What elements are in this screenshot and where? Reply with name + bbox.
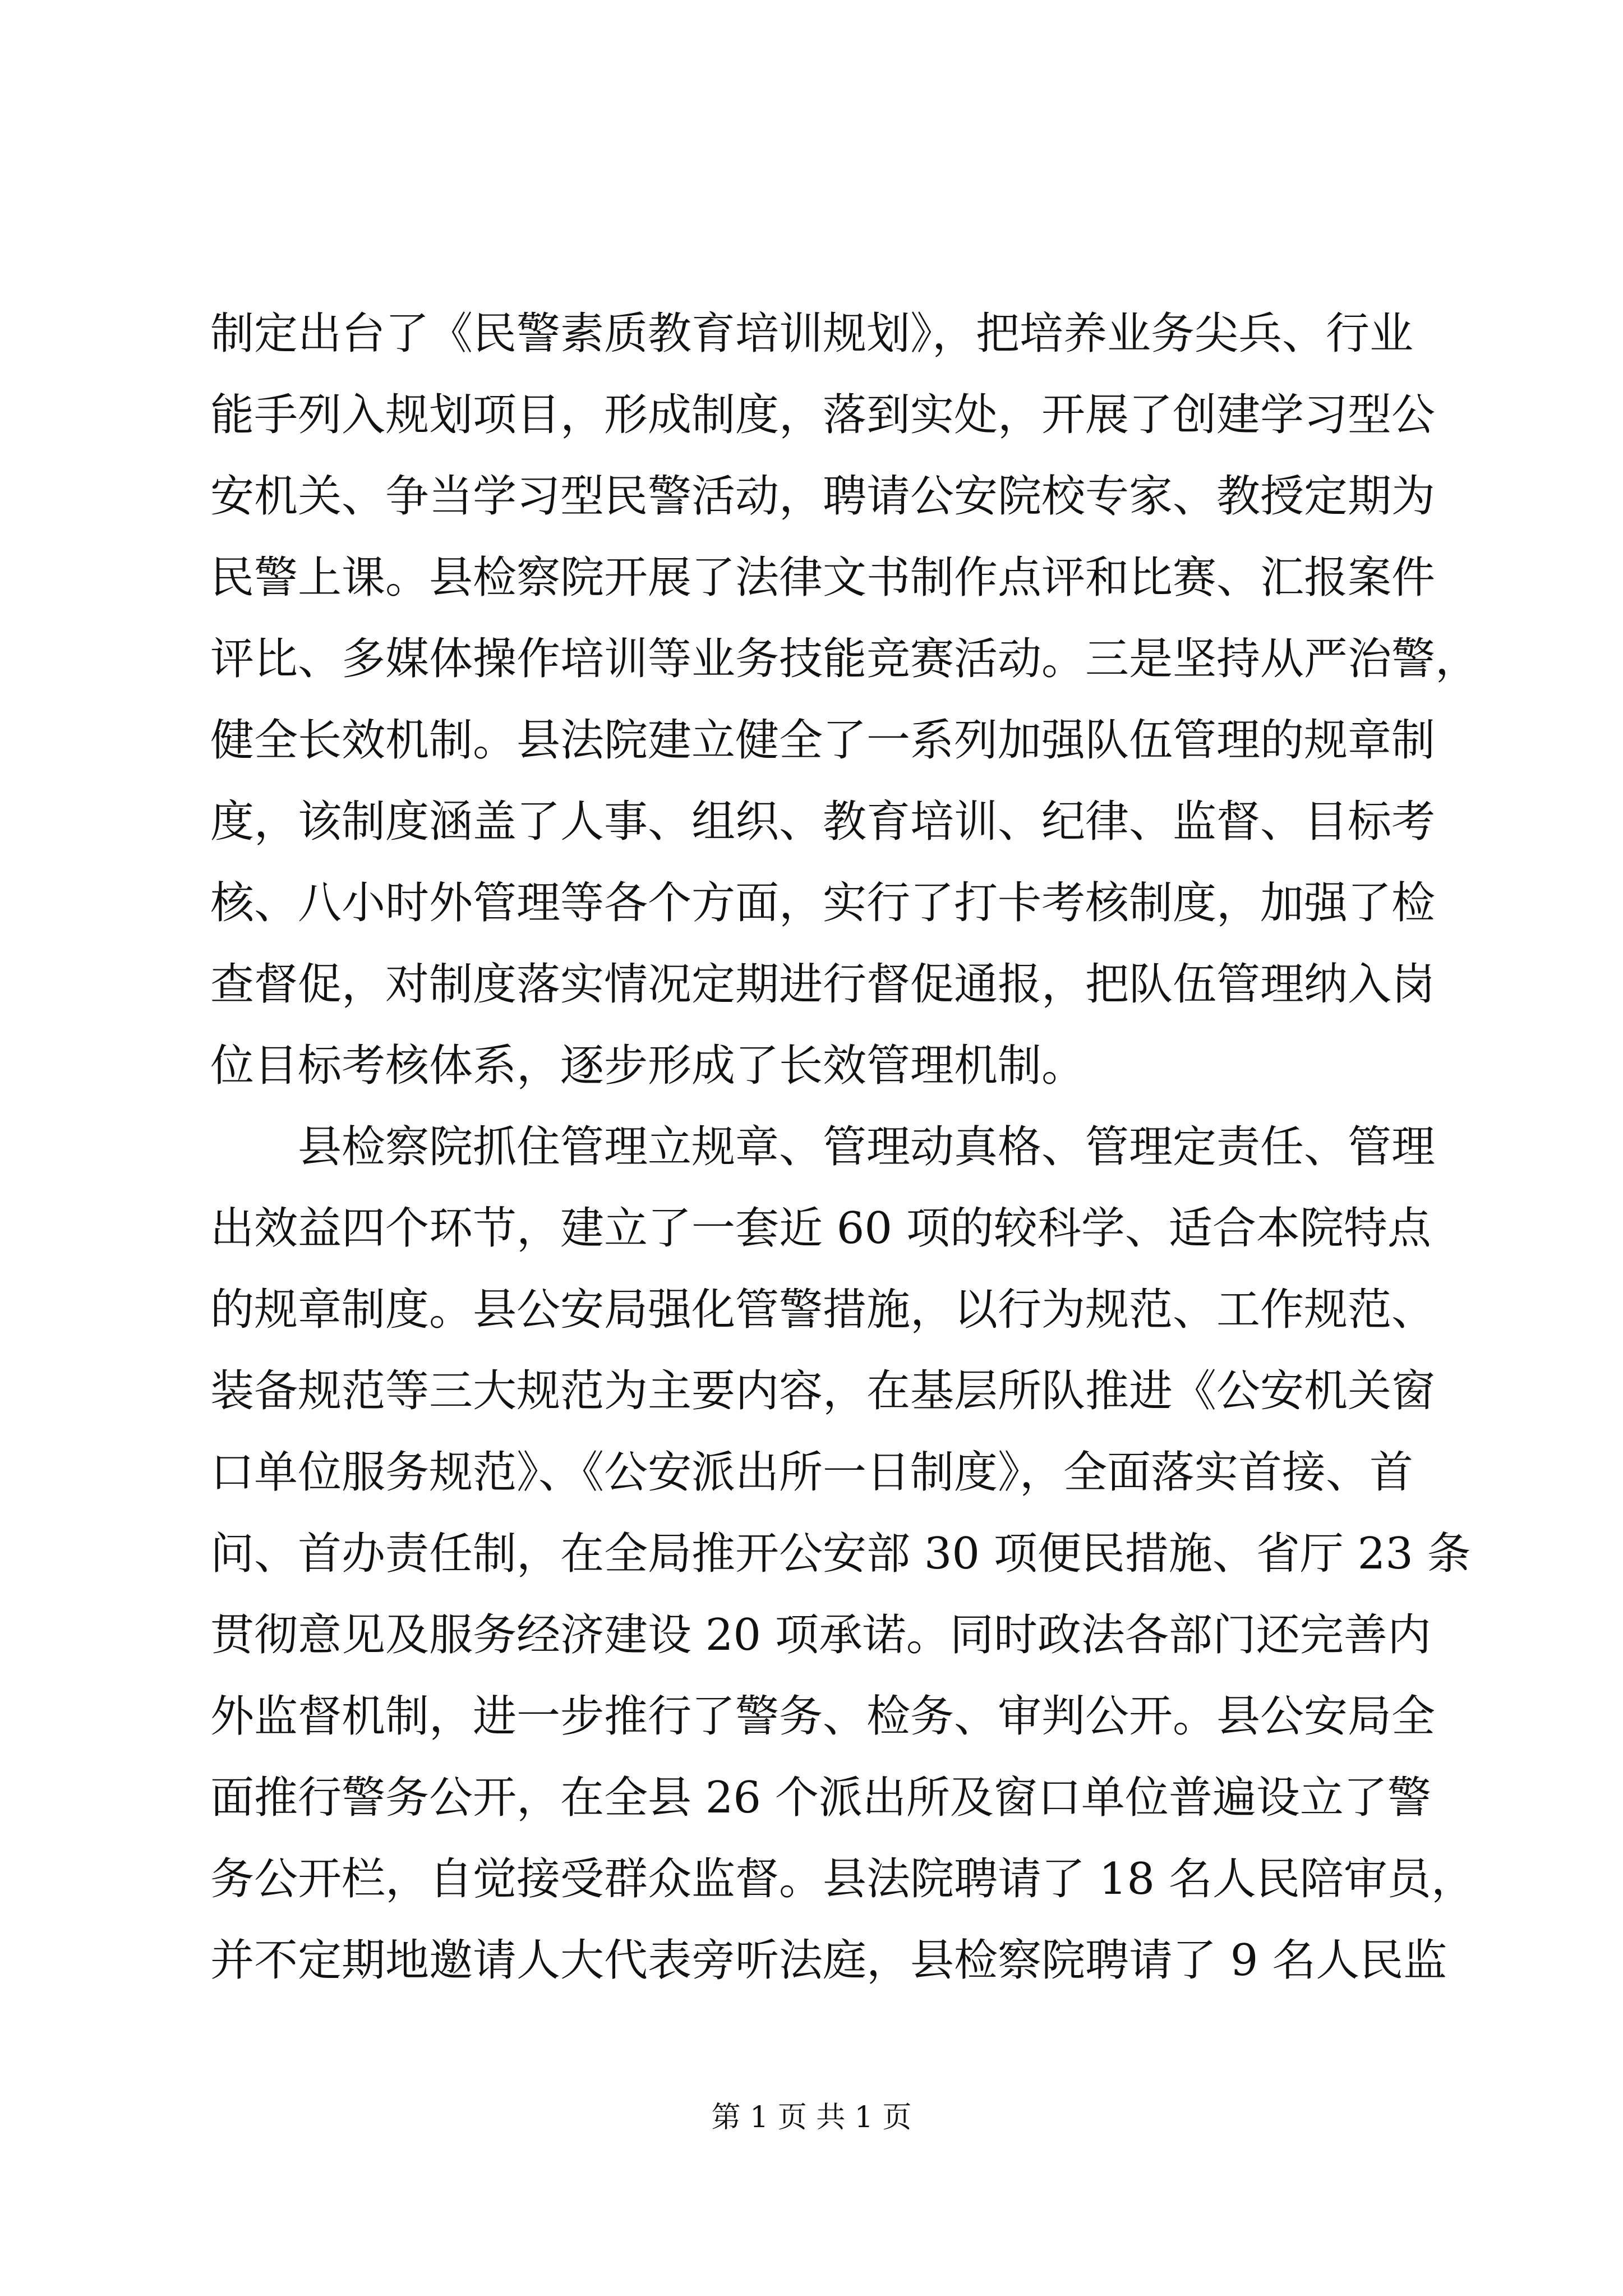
text-line: 度，该制度涵盖了人事、组织、教育培训、纪律、监督、目标考 (210, 797, 1436, 847)
text-line: 务公开栏，自觉接受群众监督。县法院聘请了 18 名人民陪审员， (210, 1854, 1475, 1904)
text-line: 安机关、争当学习型民警活动，聘请公安院校专家、教授定期为 (210, 471, 1436, 522)
text-line: 面推行警务公开，在全县 26 个派出所及窗口单位普遍设立了警 (210, 1773, 1431, 1823)
text-line: 问、首办责任制，在全局推开公安部 30 项便民措施、省厅 23 条 (210, 1529, 1471, 1579)
text-line: 位目标考核体系，逐步形成了长效管理机制。 (210, 1041, 1086, 1091)
text-line: 并不定期地邀请人大代表旁听法庭，县检察院聘请了 9 名人民监 (210, 1935, 1447, 1986)
text-line: 制定出台了《民警素质教育培训规划》，把培养业务尖兵、行业 (210, 309, 1414, 359)
text-line: 核、八小时外管理等各个方面，实行了打卡考核制度，加强了检 (210, 878, 1436, 928)
text-line: 县检察院抓住管理立规章、管理动真格、管理定责任、管理 (210, 1122, 1436, 1172)
text-line: 装备规范等三大规范为主要内容，在基层所队推进《公安机关窗 (210, 1366, 1436, 1416)
text-line: 查督促，对制度落实情况定期进行督促通报，把队伍管理纳入岗 (210, 959, 1436, 1010)
text-line: 的规章制度。县公安局强化管警措施，以行为规范、工作规范、 (210, 1285, 1436, 1335)
text-line: 能手列入规划项目，形成制度，落到实处，开展了创建学习型公 (210, 390, 1436, 440)
text-line: 出效益四个环节，建立了一套近 60 项的较科学、适合本院特点 (210, 1203, 1431, 1254)
text-line: 口单位服务规范》、《公安派出所一日制度》，全面落实首接、首 (210, 1447, 1414, 1498)
page-number-footer: 第 1 页 共 1 页 (711, 2101, 912, 2134)
text-line: 外监督机制，进一步推行了警务、检务、审判公开。县公安局全 (210, 1691, 1436, 1742)
text-line: 民警上课。县检察院开展了法律文书制作点评和比赛、汇报案件 (210, 553, 1436, 603)
text-line: 评比、多媒体操作培训等业务技能竞赛活动。三是坚持从严治警， (210, 634, 1479, 684)
text-line: 健全长效机制。县法院建立健全了一系列加强队伍管理的规章制 (210, 715, 1436, 766)
text-line: 贯彻意见及服务经济建设 20 项承诺。同时政法各部门还完善内 (210, 1610, 1431, 1660)
